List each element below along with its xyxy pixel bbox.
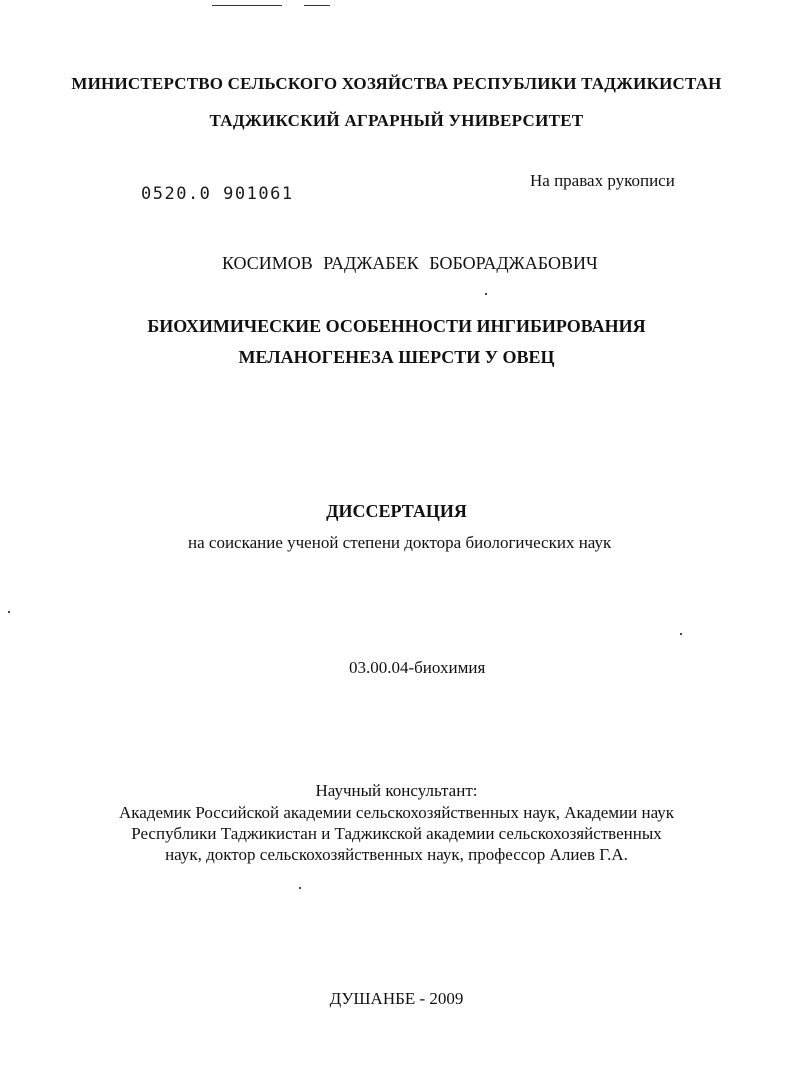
dissertation-title-line-2: МЕЛАНОГЕНЕЗА ШЕРСТИ У ОВЕЦ: [238, 347, 555, 367]
degree-purpose: на соискание ученой степени доктора биологических наук: [188, 533, 612, 552]
city-year: ДУШАНБЕ - 2009: [329, 989, 464, 1008]
rights-note: На правах рукописи: [530, 171, 675, 190]
scan-speck: [680, 633, 682, 635]
consultant-line-1: Академик Российской академии сельскохозяйственных наук, Академии наук: [118, 803, 675, 822]
ministry-heading: МИНИСТЕРСТВО СЕЛЬСКОГО ХОЗЯЙСТВА РЕСПУБЛИКИ ТАДЖИКИСТАН: [71, 74, 722, 93]
consultant-label: Научный консультант:: [315, 781, 478, 800]
author-name: КОСИМОВ РАДЖАБЕК БОБОРАДЖАБОВИЧ: [222, 253, 598, 273]
scan-speck: [485, 293, 487, 295]
specialty-code: 03.00.04-биохимия: [349, 658, 486, 677]
registration-code: 0520.0 901061: [141, 184, 294, 204]
university-heading: ТАДЖИКСКИЙ АГРАРНЫЙ УНИВЕРСИТЕТ: [209, 111, 584, 130]
scan-speck: [299, 887, 301, 889]
consultant-line-2: Республики Таджикистан и Таджикской академии сельскохозяйственных: [131, 824, 662, 843]
scan-artifact-line: [212, 5, 282, 6]
scan-artifact-line: [304, 5, 330, 6]
document-type: ДИССЕРТАЦИЯ: [326, 501, 467, 521]
consultant-line-3: наук, доктор сельскохозяйственных наук, профессор Алиев Г.А.: [165, 845, 628, 864]
dissertation-title-line-1: БИОХИМИЧЕСКИЕ ОСОБЕННОСТИ ИНГИБИРОВАНИЯ: [147, 316, 646, 336]
scan-speck: [8, 611, 10, 613]
